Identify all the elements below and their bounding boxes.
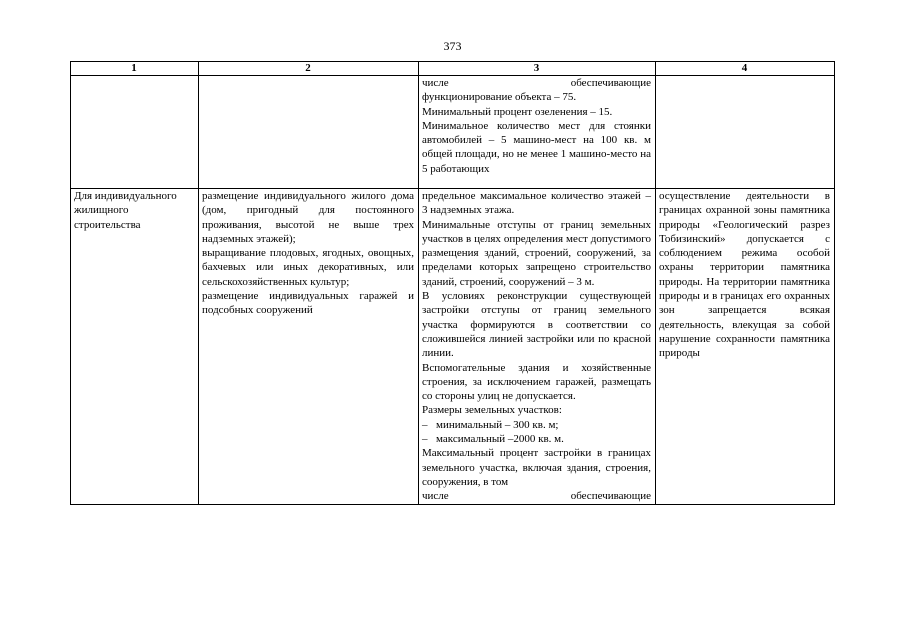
table-row-individual-housing (71, 189, 835, 505)
text-paragraph: размещение индивидуальных гаражей и подсобных сооружений (202, 290, 414, 317)
permitted-uses (199, 189, 419, 505)
column-header-1: 1 (71, 62, 199, 76)
text-paragraph: Максимальный процент застройки в границах земельного участка, включая здания, строения, сооружения, в том (422, 447, 651, 488)
text-paragraph: выращивание плодовых, ягодных, овощных, бахчевых или иных декоративных, или сельскохозяйственных культур; (202, 247, 414, 288)
cell-row1-col2 (199, 76, 419, 189)
land-use-type: Для индивидуального жилищного строительства (71, 189, 199, 505)
list-item (422, 432, 651, 446)
list-item-text: максимальный –2000 кв. м. (436, 433, 564, 446)
text-line: Минимальный процент озеленения – 15. (422, 105, 613, 118)
text-paragraph: Вспомогательные здания и хозяйственные строения, за исключением гаражей, размещать со стороны улиц не допускается. (422, 361, 651, 403)
dash-marker: – (422, 418, 428, 431)
column-header-4: 4 (656, 62, 835, 76)
text-paragraph: размещение индивидуального жилого дома (дом, пригодный для постоянного проживания, высотой не выше трех надземных этажей); (202, 190, 414, 245)
restrictions: осуществление деятельности в границах охранной зоны памятника природы «Геологический разрез Тобизинский» допускается с соблюдением режима особой охраны территории памятника природы. На территории памятника природы и в границах его охранных зон запрещается всякая деятельность, влекущая за собой нарушение сохранности памятника природы (656, 189, 835, 505)
text-line: числе обеспечивающие (422, 77, 651, 89)
cell-row1-col1 (71, 76, 199, 189)
page-number: 373 (443, 39, 462, 53)
text-paragraph: Минимальные отступы от границ земельных участков в целях определения мест допустимого размещения зданий, строений, сооружений, за пределами которых запрещено строительство зданий, строений, сооружений – 3 м. (422, 218, 651, 288)
text-line: функционирование объекта – 75. (422, 91, 577, 104)
text-line: числе обеспечивающие (422, 490, 651, 503)
table-row-continuation (71, 76, 835, 189)
list-item (422, 418, 651, 432)
text-paragraph: В условиях реконструкции существующей застройки отступы от границ земельного участка формируются в соответствии со сложившейся линией застройки или по красной линии. (422, 290, 651, 360)
parameters (419, 189, 656, 505)
text-paragraph: Минимальное количество мест для стоянки автомобилей – 5 машино-мест на 100 кв. м общей площади, но не менее 1 машино-место на 5 работающих (422, 119, 651, 175)
list-item-text: минимальный – 300 кв. м; (436, 418, 559, 431)
text-paragraph: Размеры земельных участков: (422, 404, 562, 417)
column-header-2: 2 (199, 62, 419, 76)
cell-row1-col4 (656, 76, 835, 189)
text-paragraph: предельное максимальное количество этажей – 3 надземных этажа. (422, 190, 651, 217)
dash-marker: – (422, 433, 428, 446)
regulations-table (70, 61, 835, 505)
column-header-3: 3 (419, 62, 656, 76)
table-header-row (71, 62, 835, 76)
cell-row1-col3 (419, 76, 656, 189)
